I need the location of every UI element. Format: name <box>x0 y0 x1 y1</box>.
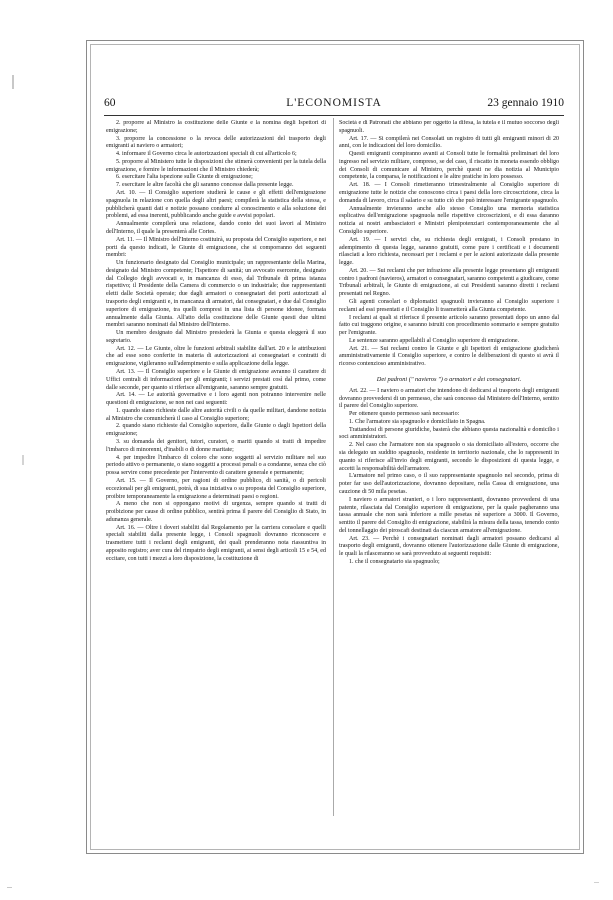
paragraph: 4. per impedire l'imbarco di coloro che sono soggetti al servizio militare nel suo periodo attivo o permanente, o siano soggetti a processi penali o a condanne, senza che ciò possa servire come precedente per l'intervento di carattere generale e permanente; <box>106 454 326 477</box>
paragraph: Un funzionario designato dal Consiglio municipale; un rappresentante della Marina, designato dal Ministro competente; l'Ispettore di sanità; un avvocato esercente, designato dal Collegio degli avvocati e, in mancanza di esso, dal Tribunale di prima istanza rispettivo; il Presidente della Camera di commercio o un industriale; due rappresentanti eletti dalle Società operaie; due dagli armatori o consegnatari dei porti autorizzati al trasporto degli emigranti e, in mancanza di armatori, dai consegnatari, e due dal Consiglio superiore di emigrazione, tra quelli compresi in una lista di persone idonee, formata annualmente dalla Giunta. All'atto della costituzione delle Giunte questi due ultimi membri saranno nominati dal Ministro dell'Interno. <box>106 260 326 329</box>
paragraph: 5. proporre al Ministero tutte le disposizioni che stimerà convenienti per la tutela della emigrazione, e fornire le informazioni che il Ministro chiederà; <box>106 158 326 173</box>
paragraph: Art. 15. — Il Governo, per ragioni di ordine pubblico, di sanità, o di pericoli eccezionali per gli emigranti, potrà, di sua iniziativa o su proposta del Consiglio superiore, proibire temporaneamente la emigrazione a determinati paesi o regioni. <box>106 477 326 500</box>
right-column <box>339 120 559 822</box>
scan-mark <box>22 455 24 465</box>
paragraph: 3. su domanda dei genitori, tutori, curatori, o mariti quando si tratti di impedire l'imbarco di minorenni, d'inabili o di donne maritate; <box>106 439 326 453</box>
paragraph: Art. 12. — Le Giunte, oltre le funzioni arbitrali stabilite dall'art. 20 e le attribuzioni che ad esse sono conferite in materia di autorizzazioni ai consegnatari e contratti di emigrazione, vigileranno sull'adempimento e sulla applicazione della legge. <box>106 345 326 368</box>
paragraph: Le sentenze saranno appellabili al Consiglio superiore di emigrazione. <box>349 337 520 344</box>
scan-mark <box>7 887 12 888</box>
issue-date: 23 gennaio 1910 <box>487 97 564 109</box>
paragraph: L'armatore nel primo caso, o il suo rappresentante spagnuolo nel secondo, prima di poter far uso dell'autorizzazione, dovranno depositare, nella Cassa di emigrazione, una cauzione di 50 mila pesetas. <box>339 473 559 495</box>
paragraph: I reclami ai quali si riferisce il presente articolo saranno presentati dopo un anno dal fatto cui traggono origine, e saranno istruiti con procedimento sommario e sempre gratuito per l'emigrante. <box>339 314 559 337</box>
paragraph: 3. proporre la concessione o la revoca delle autorizzazioni del trasporto degli emigranti ai naviero o armatori; <box>106 135 326 150</box>
paragraph: Art. 20. — Sui reclami che per infrazione alla presente legge presentano gli emigranti contro i padroni (navieros), armatori o consegnatari, saranno competenti a giudicare, come Tribunali arbitrali, le Giunte di emigrazione, ai cui Presidenti saranno diretti i reclami presentati nel Regno. <box>339 267 559 298</box>
paragraph: Art. 14. — Le autorità governative e i loro agenti non potranno intervenire nelle questioni di emigrazione, se non nei casi seguenti: <box>106 392 326 407</box>
journal-title: L'ECONOMISTA <box>286 97 382 109</box>
column-divider <box>333 118 334 816</box>
scan-mark <box>12 75 14 89</box>
paragraph: Art. 13. — Il Consiglio superiore e le Giunte di emigrazione avranno il carattere di Uffici centrali di informazioni per gli emigranti; i servizi prestati così dal primo, come dalle seconde, per quanto si riferisce all'emigrante, saranno sempre gratuiti. <box>106 369 326 391</box>
paragraph: 6. esercitare l'alta ispezione sulle Giunte di emigrazione; <box>116 174 253 181</box>
paragraph: Art. 11. — Il Ministro dell'Interno costituirà, su proposta del Consiglio superiore, e nei porti da questo indicati, le Giunte di emigrazione, che si comporranno dei seguenti membri: <box>106 236 326 259</box>
paragraph: Società e di Patronati che abbiano per oggetto la difesa, la tutela e il mutuo soccorso degli spagnuoli. <box>339 120 559 134</box>
paragraph: 7. esercitare le altre facoltà che gli saranno concesse dalla presente legge. <box>116 182 294 189</box>
paragraph: A meno che non si oppongano motivi di urgenza, sempre quando si tratti di proibizione per cause di ordine pubblico, sentirà prima il parere del Consiglio di Stato, in adunanza generale. <box>106 501 326 523</box>
paragraph: 1. quando siano richieste dalle altre autorità civili o da quelle militari, dandone notizia al Ministro che comunicherà il caso al Consiglio superiore; <box>106 407 326 422</box>
paragraph: 2. proporre al Ministro la costituzione delle Giunte e la nomina degli Ispettori di emigrazione; <box>106 120 326 134</box>
left-column <box>106 120 326 822</box>
running-header <box>104 97 564 113</box>
paragraph: Annualmente compilerà una relazione, dando conto dei suoi lavori al Ministro dell'Interno, il quale la presenterà alle Cortes. <box>106 221 326 235</box>
paragraph: Art. 18. — I Consoli rimetteranno trimestralmente al Consiglio superiore di emigrazione tutte le notizie che conoscono circa i paesi della loro circoscrizione, circa la domanda di lavoro, circa il salario e su tutto ciò che può interessare l'emigrante spagnuolo. <box>339 182 559 204</box>
paragraph: 1. che il consegnatario sia spagnuolo; <box>349 558 440 565</box>
paragraph: Art. 23. — Perchè i consegnatari nominati dagli armatori possano dedicarsi al trasporto degli emigranti, dovranno ottenere l'autorizzazione dalle Giunte di emigrazione, le quali la rilasceranno se sarà provveduto ai seguenti requisiti: <box>339 535 559 558</box>
paragraph: I naviero o armatori stranieri, o i loro rappresentanti, dovranno provvedersi di una patente, rilasciata dal Consiglio superiore di emigrazione, per la quale pagheranno una tassa annuale che non sarà inferiore a mille pesetas nè superiore a 3000. Il Governo, sentito il parere del Consiglio di emigrazione, stabilirà la misura della tassa, tenendo conto del tonnellaggio dei piroscafi destinati da ciascun armatore all'emigrazione. <box>339 496 559 534</box>
paragraph: Annualmente invieranno anche allo stesso Consiglio una memoria statistica esplicativa dell'emigrazione spagnuola nelle rispettive circoscrizioni, e di essa daranno notizia ai nostri ambasciatori e Ministri plenipotenziari contemporaneamente che al Consiglio superiore. <box>339 205 559 235</box>
paragraph: Art. 10. — Il Consiglio superiore studierà le cause e gli effetti dell'emigrazione spagnuola in relazione con quella degli altri paesi; compilerà la statistica della stessa, e pubblicherà quanti dati e notizie possano condurre al conoscimento e alla soluzione dei problemi, ad essa inerenti, pubblicando anche guide e avvisi popolari. <box>106 190 326 220</box>
paragraph: 4. informare il Governo circa le autorizzazioni speciali di cui all'articolo 6; <box>116 151 297 158</box>
paragraph: Per ottenere questo permesso sarà necessario: <box>349 411 460 418</box>
paragraph: Questi emigranti compiranno avanti ai Consoli tutte le formalità preliminari del loro ingresso nel servizio militare, compreso, se del caso, il riscatto in moneta essendo obbligo dei Consoli di comunicare al Ministro, perchè questi ne dia notizia al Municipio competente, la comparsa, le notificazioni e le altre pratiche in loro possesso. <box>339 151 559 181</box>
paragraph: Un membro designato dal Ministro presiederà la Giunta e questa eleggerà il suo segretario. <box>106 330 326 344</box>
scan-mark <box>594 882 599 883</box>
paragraph: Art. 16. — Oltre i doveri stabiliti dal Regolamento per la carriera consolare e quelli speciali stabiliti dalla presente legge, i Consoli spagnuoli dovranno riconoscere e trasmettere tutti i reclami degli emigranti, dei quali prenderanno nota riassuntiva in apposito registro; aver cura del rimpatrio degli emigranti, ai sensi degli articoli 15 e 54, ed eccitare, con tutti i mezzi a loro disposizione, la costituzione di <box>106 524 326 562</box>
paragraph: 2. Nel caso che l'armatore non sia spagnuolo o sia domiciliato all'estero, occorre che sia delegato un suddito spagnuolo, residente in territorio nazionale, che lo rappresenti in quanto si riferisce all'invio degli emigranti, secondo le disposizioni di questa legge, e accetti la responsabilità dell'armatore. <box>339 442 559 472</box>
paragraph: Art. 19. — I servizi che, su richiesta degli emigrati, i Consoli prestano in adempimento di questa legge, saranno gratuiti, come pure i certificati e i documenti rilasciati a loro richiesta, necessari per i reclami e per le azioni autorizzate dalla presente legge. <box>339 236 559 267</box>
paragraph: Trattandosi di persone giuridiche, basterà che abbiano questa nazionalità e domicilio i soci amministratori. <box>339 426 559 441</box>
header-rule <box>104 115 564 116</box>
page-number: 60 <box>104 97 116 109</box>
paragraph: 1. Che l'armatore sia spagnuolo e domiciliato in Spagna. <box>349 418 486 425</box>
paragraph: Art. 21. — Sui reclami contro le Giunte e gli Ispettori di emigrazione giudicherà amministrativamente il Consiglio superiore, e contro le deliberazioni di questo si avrà il ricorso contenzioso amministrativo. <box>339 345 559 368</box>
paragraph: 2. quando siano richieste dal Consiglio superiore, dalle Giunte o dagli Ispettori della emigrazione; <box>106 423 326 438</box>
paragraph: Art. 22. — I naviero o armatori che intendono di dedicarsi al trasporto degli emigranti dovranno provvedersi di un permesso, che sarà concesso dal Ministero dell'Interno, sentito il parere del Consiglio superiore. <box>339 387 559 410</box>
paragraph: Art. 17. — Si compilerà nei Consolati un registro di tutti gli emigranti minori di 20 anni, con le indicazioni del loro domicilio. <box>339 135 559 150</box>
paragraph: Gli agenti consolari o diplomatici spagnuoli invieranno al Consiglio superiore i reclami ad essi presentati e il Consiglio li trasmetterà alla Giunta competente. <box>339 298 559 313</box>
section-heading: Dei padroni (" navieros ") o armatori e dei consegnatari. <box>376 376 522 383</box>
